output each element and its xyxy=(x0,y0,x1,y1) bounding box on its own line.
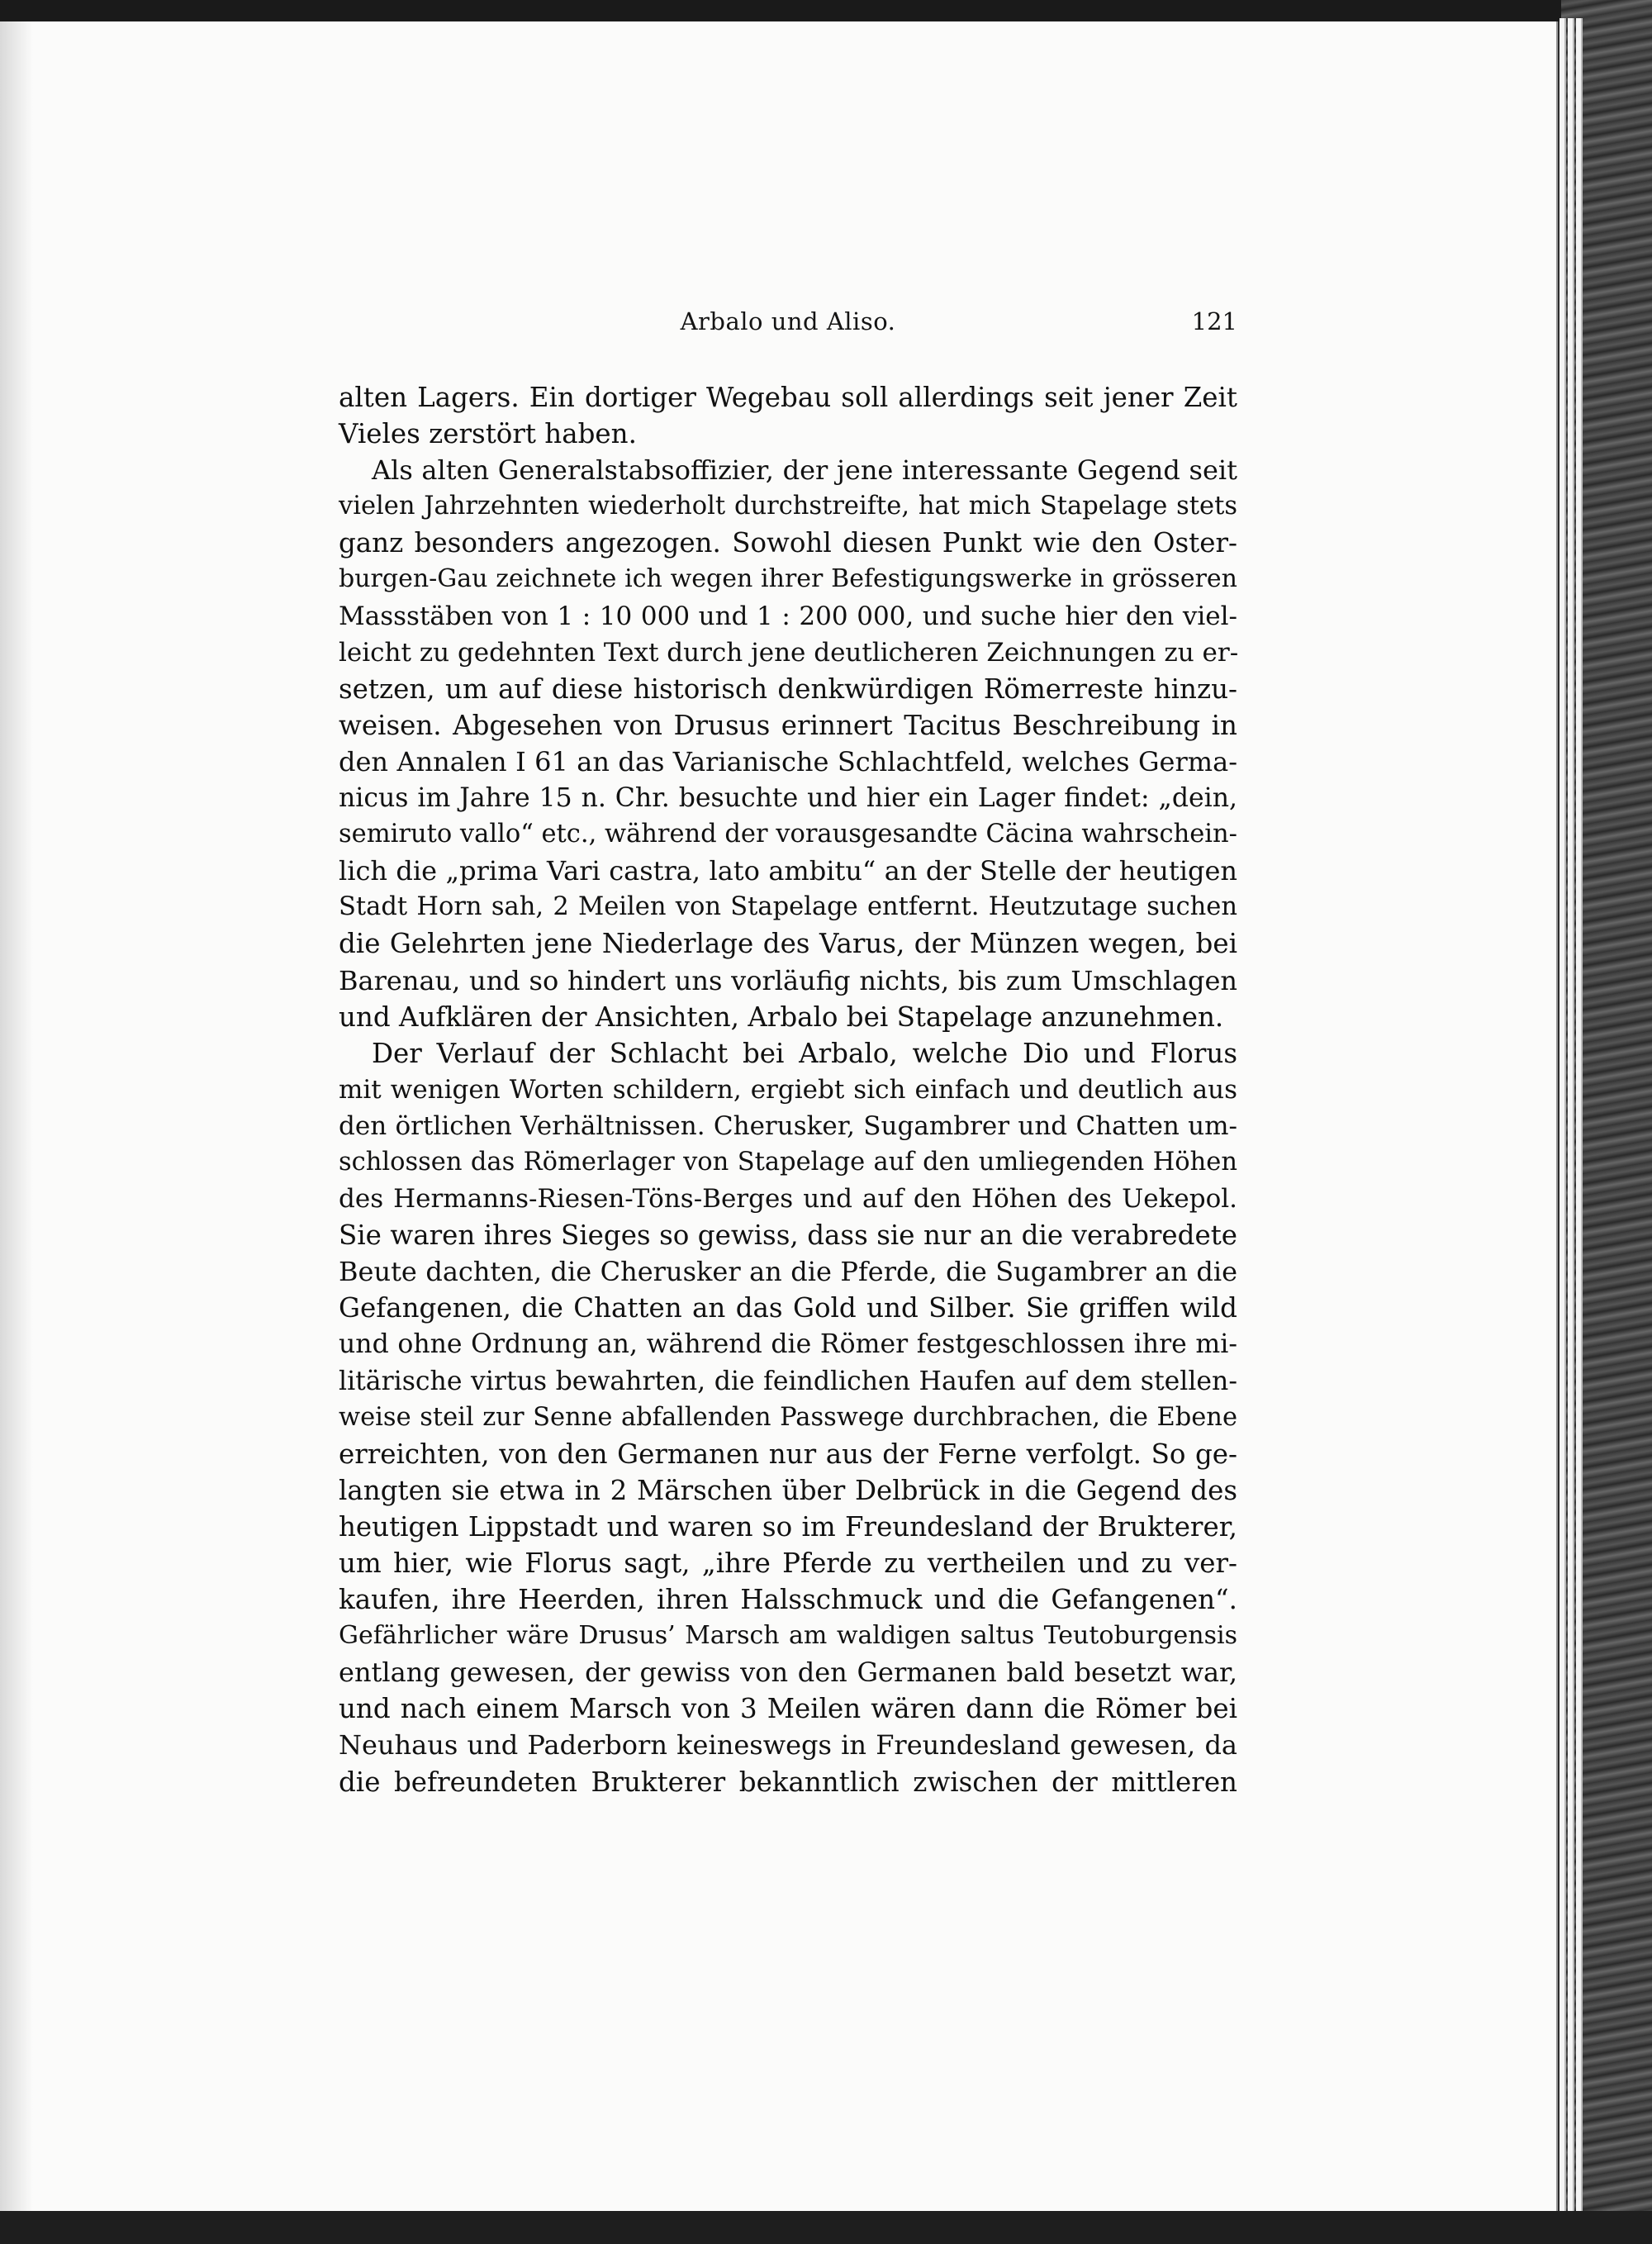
text-line: litärische virtus bewahrten, die feindlichen Haufen auf dem stellen- xyxy=(339,1366,1237,1396)
text-line: den Annalen I 61 an das Varianische Schlachtfeld, welches Germa- xyxy=(339,745,1237,777)
text-line: setzen, um auf diese historisch denkwürdigen Römerreste hinzu- xyxy=(339,673,1237,705)
page-edge xyxy=(1568,18,1574,2216)
scan-border-bottom xyxy=(0,2211,1652,2244)
text-line: ganz besonders angezogen. Sowohl diesen Punkt wie den Oster- xyxy=(339,527,1237,559)
text-line: weise steil zur Senne abfallenden Passwege durchbrachen, die Ebene xyxy=(339,1402,1237,1432)
text-line: erreichten, von den Germanen nur aus der Ferne verfolgt. So ge- xyxy=(339,1438,1237,1470)
text-line: Der Verlauf der Schlacht bei Arbalo, welche Dio und Florus xyxy=(372,1037,1237,1069)
gutter-shadow xyxy=(0,21,33,2211)
body-text xyxy=(339,379,1237,1800)
text-line: Stadt Horn sah, 2 Meilen von Stapelage entfernt. Heutzutage suchen xyxy=(339,892,1237,922)
text-line: schlossen das Römerlager von Stapelage auf den umliegenden Höhen xyxy=(339,1147,1237,1177)
text-line: Vieles zerstört haben. xyxy=(339,418,637,450)
text-line: entlang gewesen, der gewiss von den Germanen bald besetzt war, xyxy=(339,1657,1237,1689)
text-line: kaufen, ihre Heerden, ihren Halsschmuck und die Gefangenen“. xyxy=(339,1584,1237,1616)
text-line: leicht zu gedehnten Text durch jene deutlicheren Zeichnungen zu er- xyxy=(339,637,1239,668)
text-line: und nach einem Marsch von 3 Meilen wären dann die Römer bei xyxy=(339,1693,1237,1725)
running-title: Arbalo und Aliso. xyxy=(680,307,896,335)
text-line: die Gelehrten jene Niederlage des Varus, der Münzen wegen, bei xyxy=(339,928,1237,960)
text-line: und ohne Ordnung an, während die Römer festgeschlossen ihre mi- xyxy=(339,1329,1237,1360)
running-head xyxy=(339,307,1237,357)
text-line: Gefangenen, die Chatten an das Gold und Silber. Sie griffen wild xyxy=(339,1292,1237,1324)
text-line: um hier, wie Florus sagt, „ihre Pferde zu vertheilen und zu ver- xyxy=(339,1548,1237,1579)
text-line: mit wenigen Worten schildern, ergiebt sich einfach und deutlich aus xyxy=(339,1074,1237,1105)
text-line: Gefährlicher wäre Drusus’ Marsch am waldigen saltus Teutoburgensis xyxy=(339,1621,1237,1651)
text-line: des Hermanns-Riesen-Töns-Berges und auf den Höhen des Uekepol. xyxy=(339,1184,1237,1215)
text-line: Massstäben von 1 : 10 000 und 1 : 200 000, und suche hier den viel- xyxy=(339,601,1237,631)
text-line: heutigen Lippstadt und waren so im Freundesland der Brukterer, xyxy=(339,1510,1237,1543)
page-edge xyxy=(1576,18,1583,2216)
text-line: alten Lagers. Ein dortiger Wegebau soll allerdings seit jener Zeit xyxy=(339,382,1237,413)
text-line: semiruto vallo“ etc., während der vorausgesandte Cäcina wahrschein- xyxy=(339,820,1237,849)
page-number: 121 xyxy=(1191,307,1237,335)
text-line: Barenau, und so hindert uns vorläufig nichts, bis zum Umschlagen xyxy=(339,964,1237,996)
text-line: langten sie etwa in 2 Märschen über Delbrück in die Gegend des xyxy=(339,1474,1237,1506)
text-line: Als alten Generalstabsoffizier, der jene interessante Gegend seit xyxy=(372,454,1237,487)
text-line: burgen-Gau zeichnete ich wegen ihrer Befestigungswerke in grösseren xyxy=(339,564,1237,594)
text-line: Beute dachten, die Cherusker an die Pferde, die Sugambrer an die xyxy=(339,1256,1237,1288)
page-edge xyxy=(1559,18,1566,2216)
text-line: Neuhaus und Paderborn keineswegs in Freundesland gewesen, da xyxy=(339,1729,1237,1761)
text-line: die befreundeten Brukterer bekanntlich zwischen der mittleren xyxy=(339,1766,1237,1798)
text-line: Sie waren ihres Sieges so gewiss, dass sie nur an die verabredete xyxy=(339,1219,1237,1252)
text-line: nicus im Jahre 15 n. Chr. besuchte und hier ein Lager findet: „dein, xyxy=(339,783,1237,814)
text-line: und Aufklären der Ansichten, Arbalo bei Stapelage anzunehmen. xyxy=(339,1001,1224,1033)
text-line: weisen. Abgesehen von Drusus erinnert Tacitus Beschreibung in xyxy=(339,709,1237,741)
text-line: vielen Jahrzehnten wiederholt durchstreifte, hat mich Stapelage stets xyxy=(339,492,1237,521)
text-line: den örtlichen Verhältnissen. Cherusker, Sugambrer und Chatten um- xyxy=(339,1110,1237,1141)
text-line: lich die „prima Vari castra, lato ambitu“ an der Stelle der heutigen xyxy=(339,855,1237,887)
scan-border-right xyxy=(1561,0,1652,2244)
scan-border-top xyxy=(0,0,1652,21)
